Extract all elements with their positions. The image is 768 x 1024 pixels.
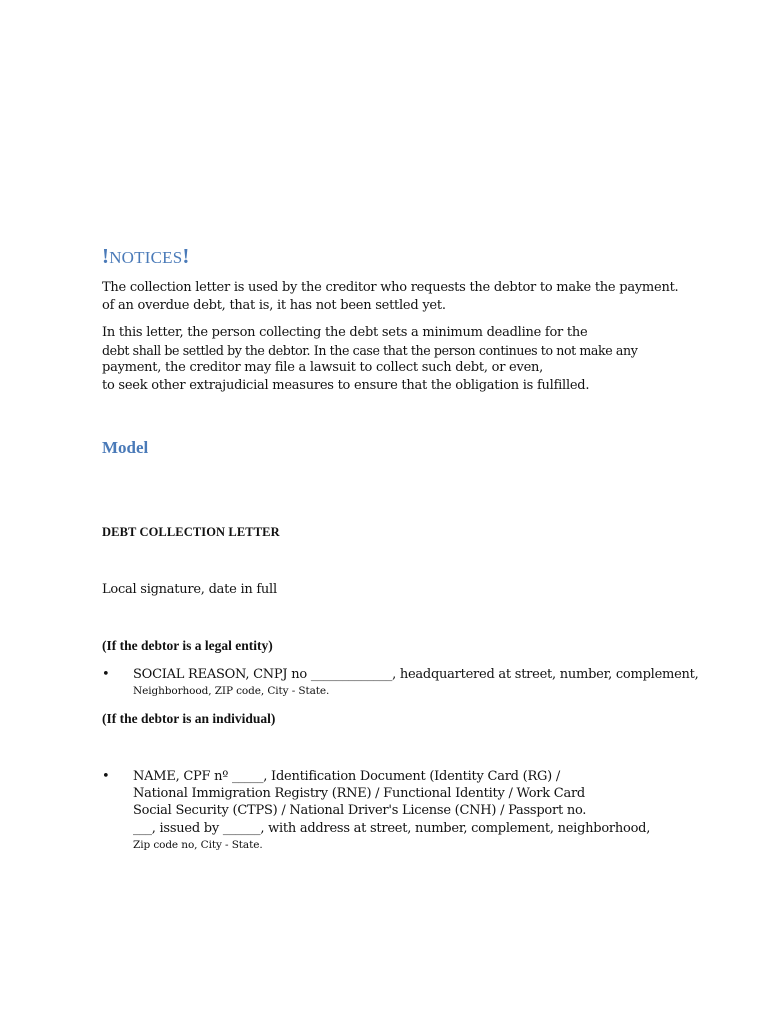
individual-heading: (If the debtor is an individual) xyxy=(102,711,276,726)
individual-line-1: NAME, CPF nº _____, Identification Document (Identity Card (RG) / xyxy=(133,769,560,784)
notices-heading xyxy=(102,244,190,269)
notices-bang-left: ! xyxy=(102,244,110,268)
intro-p1-line-1: The collection letter is used by the creditor who requests the debtor to make the payment. xyxy=(102,280,679,295)
notices-bang-right: ! xyxy=(182,244,190,268)
individual-line-3: Social Security (CTPS) / National Driver's License (CNH) / Passport no. xyxy=(133,803,587,819)
individual-line-2: National Immigration Registry (RNE) / Functional Identity / Work Card xyxy=(133,786,585,802)
bullet-icon: • xyxy=(102,667,110,682)
legal-entity-line-2: Neighborhood, ZIP code, City - State. xyxy=(133,685,330,698)
notices-title: NOTICES xyxy=(109,248,183,267)
bullet-icon: • xyxy=(102,769,110,784)
individual-text xyxy=(133,768,650,854)
legal-entity-line-1: SOCIAL REASON, CNPJ no _____________, headquartered at street, number, complement, xyxy=(133,667,699,682)
letter-title: DEBT COLLECTION LETTER xyxy=(102,525,280,539)
intro-p1-line-2: of an overdue debt, that is, it has not been settled yet. xyxy=(102,297,446,313)
intro-p2-line-3: payment, the creditor may file a lawsuit to collect such debt, or even, xyxy=(102,360,544,375)
intro-paragraph-2 xyxy=(102,324,637,394)
legal-entity-text xyxy=(133,666,699,700)
signature-line: Local signature, date in full xyxy=(102,582,277,597)
intro-p2-line-2: debt shall be settled by the debtor. In the case that the person continues to not make any xyxy=(102,342,638,358)
intro-p2-line-1: In this letter, the person collecting the debt sets a minimum deadline for the xyxy=(102,325,588,340)
intro-p2-line-4: to seek other extrajudicial measures to ensure that the obligation is fulfilled. xyxy=(102,377,590,393)
individual-line-5: Zip code no, City - State. xyxy=(133,838,263,851)
intro-paragraph-1 xyxy=(102,279,678,314)
legal-entity-heading: (If the debtor is a legal entity) xyxy=(102,638,273,653)
model-heading: Model xyxy=(102,438,149,457)
individual-line-4: ___, issued by ______, with address at street, number, complement, neighborhood, xyxy=(133,820,651,836)
